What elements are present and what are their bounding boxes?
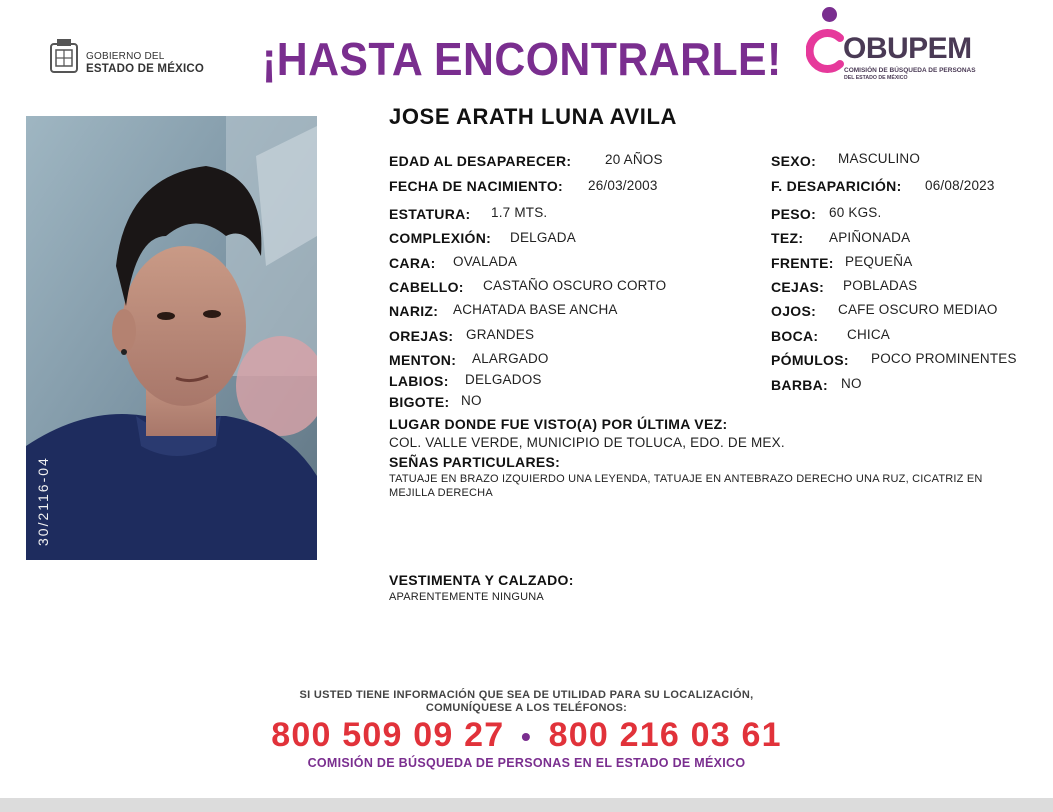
footer-commission: COMISIÓN DE BÚSQUEDA DE PERSONAS EN EL ESTADO DE MÉXICO <box>307 756 746 770</box>
clothing-label: VESTIMENTA Y CALZADO: <box>389 572 574 588</box>
bottom-bar <box>0 798 1053 812</box>
birthdate-label: FECHA DE NACIMIENTO: <box>389 178 563 194</box>
cheekbones-label: PÓMULOS: <box>771 352 849 368</box>
state-seal-icon <box>48 38 80 76</box>
skin-tone-label: TEZ: <box>771 230 804 246</box>
nose-value: ACHATADA BASE ANCHA <box>453 302 618 317</box>
sex-value: MASCULINO <box>838 151 921 166</box>
height-value: 1.7 MTS. <box>491 205 548 220</box>
ears-value: GRANDES <box>466 327 535 342</box>
headline: ¡HASTA ENCONTRARLE! <box>262 33 782 85</box>
person-photo <box>26 116 317 560</box>
lips-value: DELGADOS <box>465 372 542 387</box>
beard-label: BARBA: <box>771 377 829 393</box>
hair-value: CASTAÑO OSCURO CORTO <box>483 278 667 293</box>
eyes-label: OJOS: <box>771 303 817 319</box>
height-label: ESTATURA: <box>389 206 471 222</box>
beard-value: NO <box>841 376 862 391</box>
birthdate-value: 26/03/2003 <box>588 178 658 193</box>
phone-numbers <box>0 716 1053 755</box>
mustache-value: NO <box>461 393 482 408</box>
photo-watermark: 30/2116-04 <box>35 456 51 546</box>
eyebrows-value: POBLADAS <box>843 278 918 293</box>
logo-c-icon <box>806 28 846 74</box>
forehead-label: FRENTE: <box>771 255 834 271</box>
phone-number-2[interactable]: 800 216 03 61 <box>548 716 782 754</box>
footer-info-line1: SI USTED TIENE INFORMACIÓN QUE SEA DE UTILIDAD PARA SU LOCALIZACIÓN, <box>299 689 754 701</box>
mustache-label: BIGOTE: <box>389 394 450 410</box>
person-name: JOSE ARATH LUNA AVILA <box>389 104 678 129</box>
phone-number-1[interactable]: 800 509 09 27 <box>271 716 505 754</box>
chin-label: MENTON: <box>389 352 457 368</box>
chin-value: ALARGADO <box>472 351 549 366</box>
age-label: EDAD AL DESAPARECER: <box>389 153 572 169</box>
person-photo-image <box>26 116 317 560</box>
build-label: COMPLEXIÓN: <box>389 230 492 246</box>
weight-value: 60 KGS. <box>829 205 882 220</box>
marks-line2: MEJILLA DERECHA <box>389 487 493 499</box>
logo-dot-icon <box>822 7 837 22</box>
eyebrows-label: CEJAS: <box>771 279 825 295</box>
eyes-value: CAFE OSCURO MEDIAO <box>838 302 998 317</box>
face-label: CARA: <box>389 255 436 271</box>
mouth-label: BOCA: <box>771 328 819 344</box>
lips-label: LABIOS: <box>389 373 449 389</box>
phone-separator: • <box>520 721 532 752</box>
build-value: DELGADA <box>510 230 576 245</box>
marks-line1: TATUAJE EN BRAZO IZQUIERDO UNA LEYENDA, TATUAJE EN ANTEBRAZO DERECHO UNA RUZ, CICATRIZ EN <box>389 473 983 485</box>
clothing-value: APARENTEMENTE NINGUNA <box>389 591 544 603</box>
footer-info-line2: COMUNÍQUESE A LOS TELÉFONOS: <box>425 702 628 714</box>
face-value: OVALADA <box>453 254 518 269</box>
last-seen-label: LUGAR DONDE FUE VISTO(A) POR ÚLTIMA VEZ: <box>389 416 728 432</box>
age-value: 20 AÑOS <box>605 152 663 167</box>
nose-label: NARIZ: <box>389 303 439 319</box>
government-logo <box>48 38 208 80</box>
cobupem-logo <box>800 4 1000 86</box>
mouth-value: CHICA <box>847 327 891 342</box>
skin-tone-value: APIÑONADA <box>829 230 911 245</box>
ears-label: OREJAS: <box>389 328 454 344</box>
org-subtitle-2: DEL ESTADO DE MÉXICO <box>844 75 908 81</box>
marks-label: SEÑAS PARTICULARES: <box>389 454 561 470</box>
gov-logo-line2: ESTADO DE MÉXICO <box>86 63 204 75</box>
hair-label: CABELLO: <box>389 279 464 295</box>
org-name: OBUPEM <box>843 32 972 65</box>
sex-label: SEXO: <box>771 153 817 169</box>
org-subtitle-1: COMISIÓN DE BÚSQUEDA DE PERSONAS <box>844 67 976 74</box>
disappearance-date-label: F. DESAPARICIÓN: <box>771 178 902 194</box>
cheekbones-value: POCO PROMINENTES <box>871 351 1017 366</box>
forehead-value: PEQUEÑA <box>845 254 913 269</box>
last-seen-value: COL. VALLE VERDE, MUNICIPIO DE TOLUCA, EDO. DE MEX. <box>389 435 785 450</box>
disappearance-date-value: 06/08/2023 <box>925 178 995 193</box>
weight-label: PESO: <box>771 206 817 222</box>
gov-logo-line1: GOBIERNO DEL <box>86 51 165 62</box>
